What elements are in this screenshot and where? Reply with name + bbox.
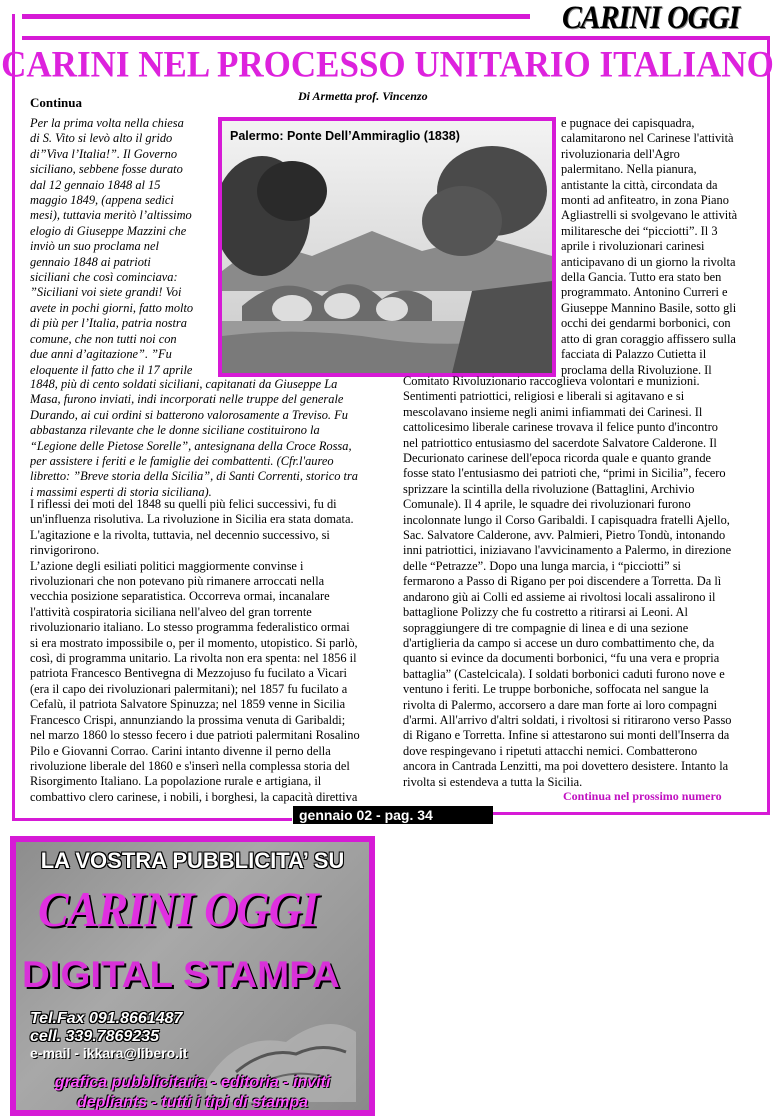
text-line: L'agitazione e la rivolta, tuttavia, nel decennio successivo, si <box>30 527 330 542</box>
text-line: gennaio 1848 ai patrioti <box>30 254 151 269</box>
ad-services-line-1: grafica pubblicitaria - editoria - inviti <box>54 1074 331 1091</box>
left-column-intro <box>30 116 214 378</box>
bridge-engraving-image <box>222 121 552 373</box>
text-line: dal 12 gennaio 1848 al 15 <box>30 177 161 192</box>
text-line: di Rigano e Torretta. Infine si attestarono sui monti dell'Inserra da <box>403 728 730 743</box>
text-line: Sac. Salvatore Calderone, avv. Palmieri, Pietro Tondù, intonando <box>403 528 726 543</box>
page-title: CARINI NEL PROCESSO UNITARIO ITALIANO <box>1 44 774 85</box>
text-line: calamitarono nel Carinese l'attività <box>561 131 734 146</box>
text-line: rivoluzionari che non potevano più rimanere arroccati nella <box>30 574 325 589</box>
bottom-rule-right <box>493 812 770 815</box>
text-line: d'armi. All'arrivo d'altri soldati, i rivoltosi si ritirarono verso Passo <box>403 712 732 727</box>
right-column-body <box>403 374 755 790</box>
text-line: i massimi esperti di storia siciliana). <box>30 484 212 499</box>
text-line: inni patriottici, iniziavano l'avvicinamento a Palermo, in direzione <box>403 543 732 558</box>
text-line: incolonnate lungo il Corso Garibaldi. I capisquadra fratelli Ajello, <box>403 512 730 527</box>
text-line: Risorgimento Italiano. La popolazione rurale e artigiana, il <box>30 774 322 789</box>
text-line: antistante la città, circondata da <box>561 177 718 192</box>
text-line: I riflessi dei moti del 1848 su quelli più felici successivi, fu di <box>30 497 337 511</box>
text-line: mescolavano insieme negli animi infiammati dei Carinesi. Il <box>403 404 703 419</box>
text-line: battaglione Polizzy che fu costretto a ritirarsi ai Leoni. Al <box>403 605 688 620</box>
text-line: si era mostrato impossibile o, per il momento, utopistico. Si parlò, <box>30 635 358 650</box>
text-line: mesi), tuttavia meritò l’altissimo <box>30 208 192 223</box>
right-column-intro <box>561 116 754 378</box>
text-line: facciata di Palazzo Cutietta il <box>561 347 707 362</box>
text-line: Sentimenti patriottici, religiosi e liberali si agitavano e si <box>403 389 685 404</box>
continua-label: Continua <box>30 95 83 110</box>
ad-mobile: cell. 339.7869235 <box>30 1028 160 1045</box>
text-line: fermarono a Passo di Rigano per poi discendere a Torretta. Da lì <box>403 574 722 589</box>
ad-logo: CARINI OGGI <box>38 881 319 937</box>
text-line: della Gancia. Tutto era stato ben <box>561 270 722 285</box>
engraving-photo <box>218 117 556 377</box>
text-line: Giuseppe Mannino Basile, sotto gli <box>561 300 737 315</box>
left-rule <box>12 14 15 821</box>
text-line: rivolta si estendeva a tutta la Sicilia. <box>403 774 583 789</box>
text-line: occhi dei gendarmi borbonici, con <box>561 316 731 331</box>
text-line: Comitato Rivoluzionario raccoglieva volontari e munizioni. <box>403 374 700 388</box>
text-line: due anni d’agitazione”. ”Fu <box>30 347 172 362</box>
text-line: di S. Vito si levò alto il grido <box>30 131 173 146</box>
text-line: avete in pochi giorni, fatto molto <box>30 300 194 315</box>
text-line: inviò un suo proclama nel <box>30 239 159 254</box>
text-line: nel marzo 1860 lo stesso fecero i due patrioti palermitani Rosalino <box>30 728 360 743</box>
text-line: proclama della Rivoluzione. Il <box>561 362 712 377</box>
advertisement-box <box>10 836 375 1116</box>
text-line: palermitano. Nella pianura, <box>561 162 697 177</box>
text-line: dove respingevano i ripetuti attacchi nemici. Combatterono <box>403 743 698 758</box>
bottom-rule-left <box>12 818 292 821</box>
text-line: rivolta di Palermo, accorsero a dare man forte ai loro compagni <box>403 697 718 712</box>
text-line: monti ad anfiteatro, in zona Piano <box>561 193 729 208</box>
text-line: patriota Francesco Bentivegna di Mezzojuso fu fucilato a Vicari <box>30 666 347 681</box>
text-line: ventuno i feriti. Le truppe borboniche, soffocata nel sangue la <box>403 682 709 697</box>
text-line: d'artiglieria da campo si accese un duro combattimento che, da <box>403 635 715 650</box>
text-line: Cefalù, il patriota Salvatore Spinuzza; nel 1859 venne in Sicilia <box>30 697 346 712</box>
text-line: Masa, furono inviati, indi incorporati nelle truppe del generale <box>30 392 344 407</box>
text-line: sprizzare la scintilla della rivoluzione (Battaglini, Archivio <box>403 481 695 496</box>
text-line: vecchia posizione separatistica. Occorreva ormai, incanalare <box>30 589 330 604</box>
text-line: e pugnace dei capisquadra, <box>561 116 695 130</box>
text-line: combattivo clero carinese, i nobili, i borghesi, la capacità direttiva <box>30 789 358 804</box>
text-line: abbastanza rilevante che le donne siciliane costituirono la <box>30 423 320 438</box>
text-line: sopraggiungere di tre compagnie di linea e di una sezione <box>403 620 689 635</box>
text-line: quanto si evince da documenti borbonici, “fu una vera e propria <box>403 651 720 666</box>
photo-caption: Palermo: Ponte Dell’Ammiraglio (1838) <box>230 129 460 143</box>
text-line: Pilo e Giovanni Corrao. Carini intanto divenne il perno della <box>30 743 331 758</box>
text-line: rivoluzionario italiano. Lo stesso programma federalistico ormai <box>30 620 350 635</box>
text-line: siciliani che così cominciava: <box>30 270 178 285</box>
text-line: libretto: ”Breve storia della Sicilia”, di Santi Correnti, storico tra <box>30 469 358 484</box>
text-line: l'attività cospiratoria siciliana nell'alveo del gran torrente <box>30 604 312 619</box>
text-line: eloquente il fatto che il 17 aprile <box>30 362 193 377</box>
text-line: Decurionato carinese dell'epoca ricorda quale e quanto grande <box>403 451 712 466</box>
text-line: Francesco Crispi, annunziando la prossima venuta di Garibaldi; <box>30 712 346 727</box>
text-line: comune, che non tutti noi con <box>30 331 177 346</box>
text-line: elogio di Giuseppe Mazzini che <box>30 223 187 238</box>
ad-services-line-2: depliants - tutti i tipi di stampa <box>76 1094 309 1111</box>
text-line: un'influenza risolutiva. La rivoluzione in Sicilia era stata domata. <box>30 512 354 527</box>
text-line: Agliastrelli si svolgevano le attività <box>561 208 738 223</box>
ad-email: e-mail - ikkara@libero.it <box>30 1045 188 1061</box>
byline: Di Armetta prof. Vincenzo <box>298 89 428 103</box>
continued-next-issue: Continua nel prossimo numero <box>563 789 722 803</box>
left-column-body <box>30 497 392 805</box>
text-line: Durando, ai cui ordini si batterono valorosamente a Treviso. Fu <box>30 407 348 422</box>
text-line: Comunale). Il 4 aprile, le squadre dei rivoluzionari furono <box>403 497 691 512</box>
ad-phone: Tel.Fax 091.8661487 <box>30 1010 183 1027</box>
page-footer: gennaio 02 - pag. 34 <box>293 806 493 824</box>
text-line: Per la prima volta nella chiesa <box>30 116 184 130</box>
text-line: cattolicesimo liberale carinese trovava il felice punto d'incontro <box>403 420 718 435</box>
text-line: ancora in Cantrada Lenzitti, ma poi dovettero desistere. Intanto la <box>403 759 729 774</box>
text-line: delle “Petrazze”. Dopo una lunga marcia, i “picciotti” si <box>403 558 681 573</box>
text-line: rivoluzione liberale del 1860 e s'inserì nella complessa storia del <box>30 758 350 773</box>
masthead-logo: CARINI OGGI <box>562 0 740 36</box>
right-rule <box>767 36 770 813</box>
text-line: battaglia” (Castelcicala). I soldati borbonici caduti furono nove e <box>403 666 725 681</box>
text-line: atto di gran coraggio affissero sulla <box>561 331 736 346</box>
text-line: nel patriottico entusiasmo del sacerdote Salvatore Calderone. Il <box>403 435 717 450</box>
text-line: 1848, più di cento soldati siciliani, capitanati da Giuseppe La <box>30 377 338 391</box>
text-line: di più per l’Italia, patria nostra <box>30 316 187 331</box>
top-rule <box>22 14 530 19</box>
left-column-italic-wide <box>30 377 392 500</box>
text-line: di”Viva l’Italia!”. Il Governo <box>30 146 178 161</box>
text-line: andarono giù ai Colli ed assieme ai rivoltosi locali assalirono il <box>403 589 716 604</box>
text-line: anticipavano di un giorno la rivolta <box>561 254 736 269</box>
ad-title: LA VOSTRA PUBBLICITA’ SU <box>40 848 345 873</box>
text-line: programmato. Antonino Curreri e <box>561 285 728 300</box>
text-line: (era il capo dei rivoluzionari palermitani); nel 1857 fu fucilato a <box>30 681 348 696</box>
text-line: aprile i rivoluzionari carinesi <box>561 239 705 254</box>
text-line: fosse stato l'entusiasmo dei patrioti che, “primi in Sicilia”, fecero <box>403 466 726 481</box>
text-line: L’azione degli esiliati politici maggiormente convinse i <box>30 558 304 573</box>
text-line: “Legione delle Pietose Sorelle”, antesignana della Croce Rossa, <box>30 438 352 453</box>
text-line: rinvigorirono. <box>30 543 100 558</box>
text-line: maggio 1849, (appena sedici <box>30 193 174 208</box>
text-line: rivoluzionaria dell'Agro <box>561 146 680 161</box>
text-line: siciliano, sebbene fosse durato <box>30 162 183 177</box>
text-line: militaresche dei “picciotti”. Il 3 <box>561 223 718 238</box>
text-line: per assistere i feriti e le famiglie dei combattenti. (Cfr.l'aureo <box>30 454 334 469</box>
ad-company-name: DIGITAL STAMPA <box>22 954 340 995</box>
text-line: così, di programma unitario. La rivolta non era spenta: nel 1856 il <box>30 651 357 666</box>
text-line: ”Siciliani voi siete grandi! Voi <box>30 285 182 300</box>
